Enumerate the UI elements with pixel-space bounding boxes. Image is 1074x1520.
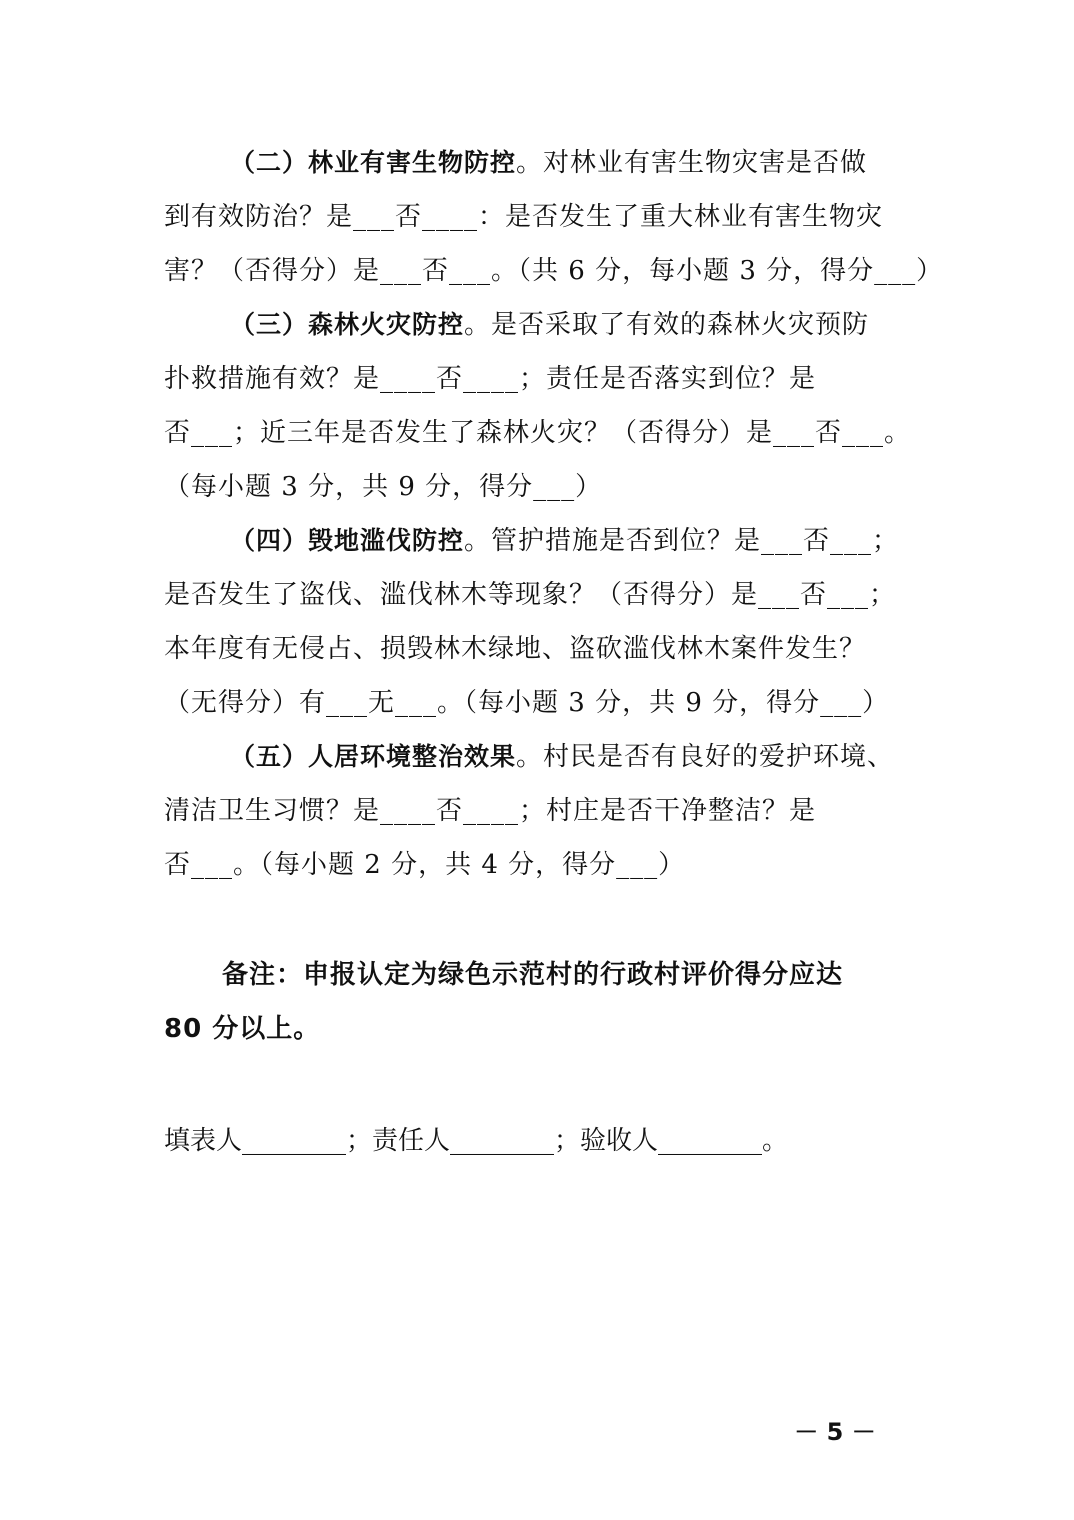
section5-line3: 否___。（每小题 2 分，共 4 分，得分___） [164, 850, 686, 880]
section4-line4: （无得分）有___无___。（每小题 3 分，共 9 分，得分___） [164, 688, 890, 718]
section2-heading: （二）林业有害生物防控 [230, 148, 517, 177]
section3-line4: （每小题 3 分，共 9 分，得分___） [164, 472, 603, 502]
section4-heading: （四）毁地滥伐防控 [230, 526, 465, 555]
section4-line1 [230, 514, 924, 568]
note-line2: 80 分以上。 [164, 1014, 321, 1044]
section5-line2: 清洁卫生习惯？是____否____；村庄是否干净整洁？是 [164, 796, 817, 826]
section3-heading: （三）森林火灾防控 [230, 310, 465, 339]
section3-line1 [230, 298, 924, 352]
section3-line2: 扑救措施有效？是____否____；责任是否落实到位？是 [164, 364, 817, 394]
section5-text: 。村民是否有良好的爱护环境、 [516, 742, 895, 772]
section4-text: 。管护措施是否到位？是___否___； [464, 526, 900, 556]
section5-heading: （五）人居环境整治效果 [230, 742, 517, 771]
section2-line2: 到有效防治？是___否____：是否发生了重大林业有害生物灾 [164, 202, 884, 232]
section2-line1 [230, 136, 924, 190]
section3-text: 。是否采取了有效的森林火灾预防 [464, 310, 870, 340]
note-line1: 备注：申报认定为绿色示范村的行政村评价得分应达 [222, 960, 844, 990]
section4-line3: 本年度有无侵占、损毁林木绿地、盗砍滥伐林木案件发生？ [164, 634, 867, 664]
page-number: － 5 － [794, 1418, 876, 1446]
section3-line3: 否___；近三年是否发生了森林火灾？（否得分）是___否___。 [164, 418, 912, 448]
section5-line1 [230, 730, 924, 784]
section4-line2: 是否发生了盗伐、滥伐林木等现象？（否得分）是___否___； [164, 580, 897, 610]
section2-text: 。对林业有害生物灾害是否做 [516, 148, 868, 178]
signature-line: 填表人________；责任人________；验收人________。 [164, 1126, 789, 1156]
section2-line3: 害？（否得分）是___否___。（共 6 分，每小题 3 分，得分___） [164, 256, 944, 286]
